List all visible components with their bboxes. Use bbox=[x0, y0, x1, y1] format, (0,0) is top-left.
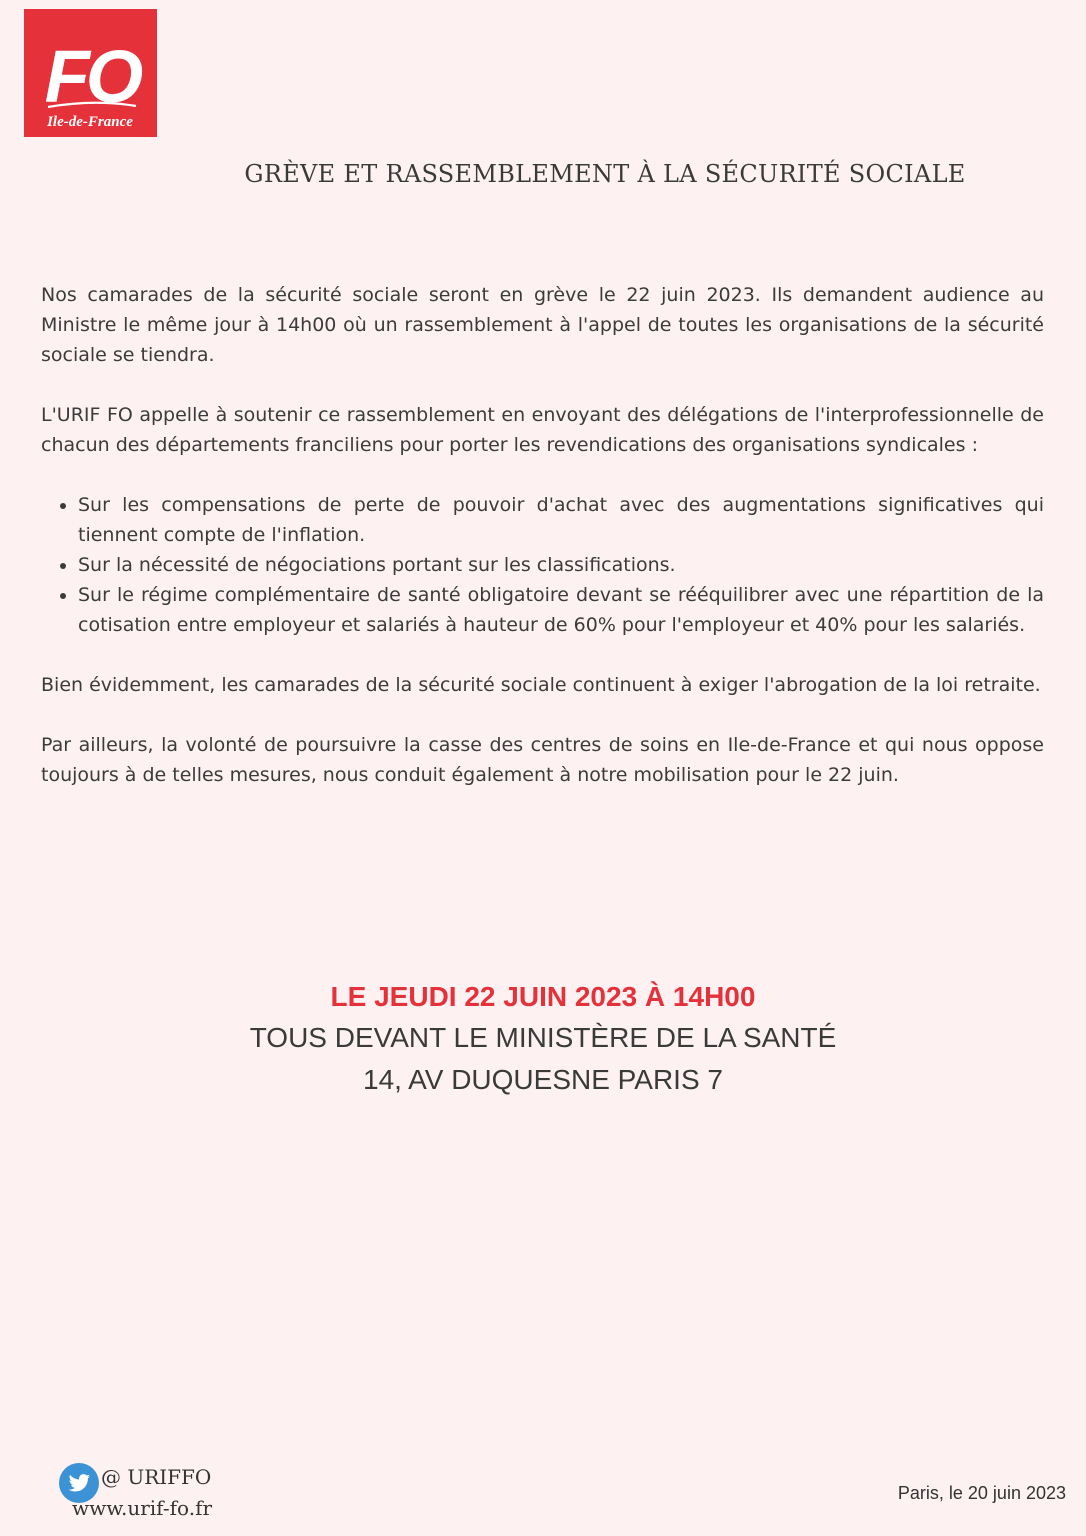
event-callout bbox=[0, 976, 1086, 1101]
fo-logo-mark bbox=[24, 9, 157, 137]
event-date: LE JEUDI 22 JUIN 2023 À 14H00 bbox=[330, 981, 756, 1012]
website-link[interactable]: www.urif-fo.fr bbox=[72, 1496, 213, 1520]
page-title: GRÈVE ET RASSEMBLEMENT À LA SÉCURITÉ SOCIALE bbox=[244, 160, 966, 188]
twitter-handle[interactable]: @ URIFFO bbox=[101, 1465, 212, 1489]
paragraph-centres: Par ailleurs, la volonté de poursuivre la casse des centres de soins en Ile-de-France et qui nous oppose toujours à de telles mesures, nous conduit également à notre mobilisation pour le 22 juin. bbox=[41, 734, 1044, 786]
list-item: • Sur le régime complémentaire de santé obligatoire devant se rééquilibrer avec une répartition de la cotisation entre employeur et salariés à hauteur de 60% pour l'employeur et 40% pour les salariés. bbox=[78, 580, 1044, 640]
paragraph-intro: Nos camarades de la sécurité sociale seront en grève le 22 juin 2023. Ils demandent audience au Ministre le même jour à 14h00 où un rassemblement à l'appel de toutes les organisations de la sécurité sociale se tiendra. bbox=[41, 284, 1044, 366]
list-item: • Sur la nécessité de négociations portant sur les classifications. bbox=[78, 550, 1044, 580]
fo-logo bbox=[24, 9, 157, 137]
demands-list bbox=[41, 490, 1044, 640]
event-place: TOUS DEVANT LE MINISTÈRE DE LA SANTÉ bbox=[249, 1022, 837, 1053]
logo-sub-text: Ile-de-France bbox=[47, 114, 133, 130]
event-address: 14, AV DUQUESNE PARIS 7 bbox=[363, 1064, 723, 1095]
paragraph-retraite: Bien évidemment, les camarades de la sécurité sociale continuent à exiger l'abrogation de la loi retraite. bbox=[41, 674, 1041, 696]
list-item: • Sur les compensations de perte de pouvoir d'achat avec des augmentations significatives qui tiennent compte de l'inflation. bbox=[78, 490, 1044, 550]
signoff-date: Paris, le 20 juin 2023 bbox=[897, 1483, 1066, 1503]
paragraph-call: L'URIF FO appelle à soutenir ce rassemblement en envoyant des délégations de l'interprofessionnelle de chacun des départements franciliens pour porter les revendications des organisations syndicales : bbox=[41, 404, 1044, 456]
logo-main-text: FO bbox=[44, 35, 140, 118]
body-content bbox=[41, 280, 1044, 820]
